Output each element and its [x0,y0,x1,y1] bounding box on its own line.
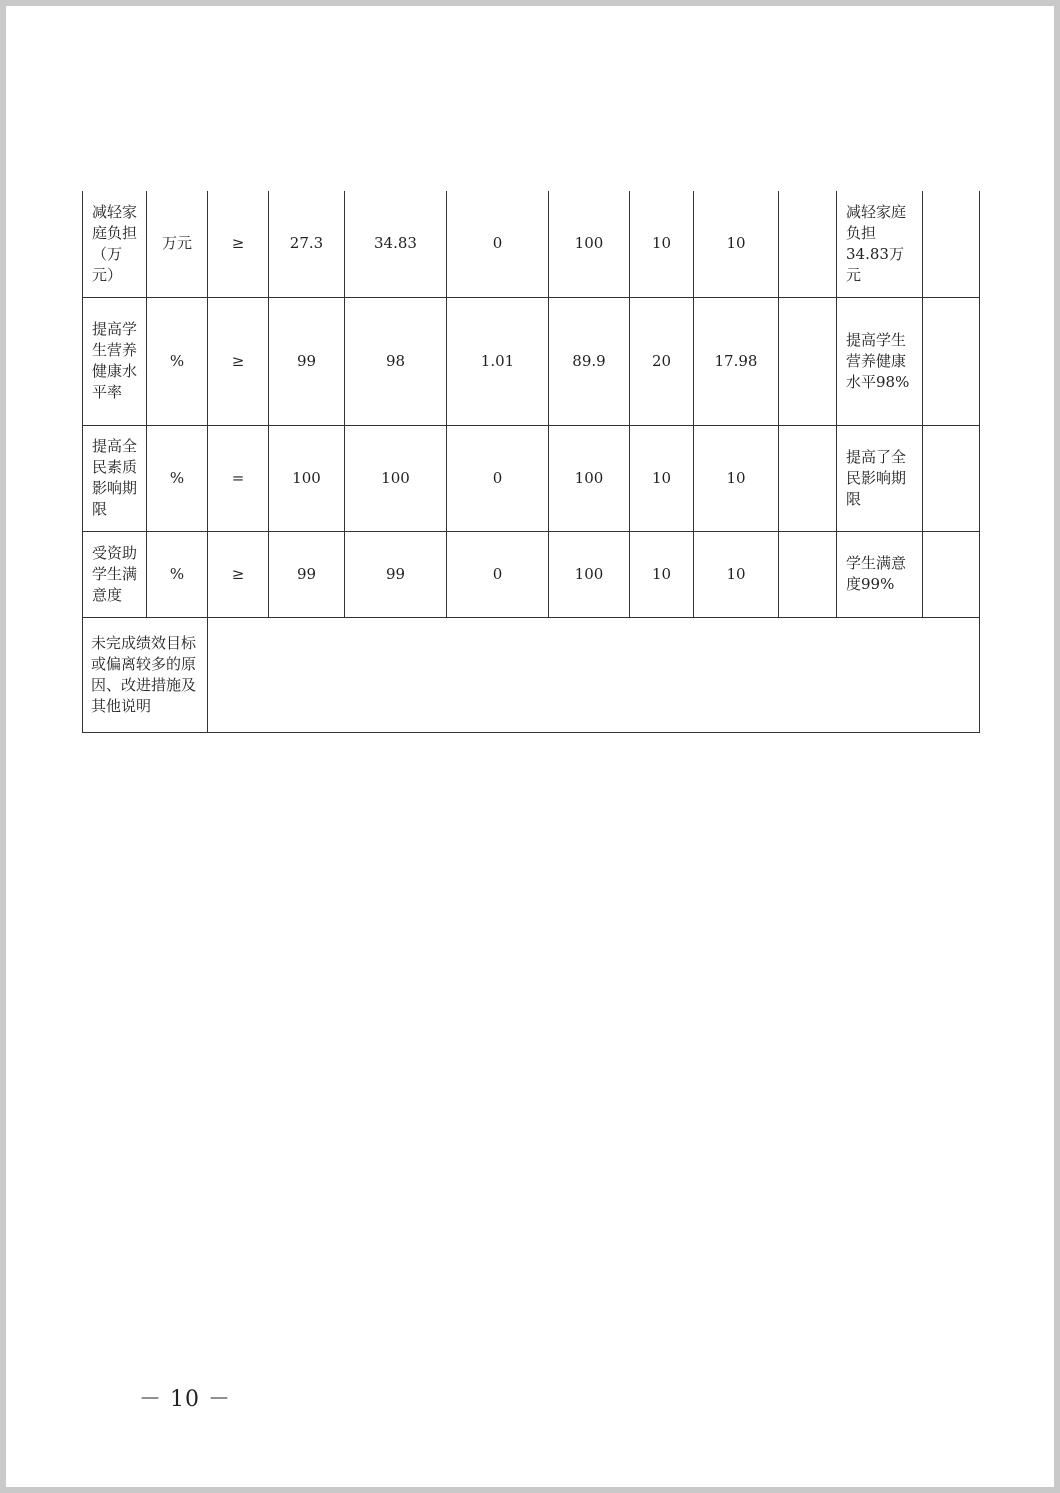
deviation-cell: 1.01 [447,297,549,425]
indicator-cell: 受资助学生满意度 [83,531,147,617]
actual-value-cell: 34.83 [345,191,447,297]
unit-cell: % [147,297,208,425]
operator-cell: ≥ [208,297,269,425]
operator-cell: = [208,425,269,531]
weight-cell: 10 [630,425,694,531]
document-page [6,6,1054,1487]
performance-table [82,191,980,733]
extra-cell [923,531,980,617]
empty-cell [779,191,837,297]
target-value-cell: 99 [269,297,345,425]
completion-rate-cell: 100 [549,531,630,617]
completion-rate-cell: 100 [549,191,630,297]
extra-cell [923,297,980,425]
unit-cell: % [147,531,208,617]
deviation-cell: 0 [447,531,549,617]
completion-rate-cell: 89.9 [549,297,630,425]
empty-cell [779,425,837,531]
target-value-cell: 27.3 [269,191,345,297]
operator-cell: ≥ [208,531,269,617]
note-cell: 提高学生营养健康水平98% [837,297,923,425]
explanation-label: 未完成绩效目标或偏离较多的原因、改进措施及其他说明 [83,617,208,732]
weight-cell: 10 [630,191,694,297]
table-row [83,425,980,531]
extra-cell [923,191,980,297]
unit-cell: % [147,425,208,531]
score-cell: 10 [694,191,779,297]
weight-cell: 10 [630,531,694,617]
weight-cell: 20 [630,297,694,425]
deviation-cell: 0 [447,425,549,531]
explanation-row [83,617,980,732]
indicator-cell: 减轻家庭负担（万元） [83,191,147,297]
completion-rate-cell: 100 [549,425,630,531]
score-cell: 17.98 [694,297,779,425]
actual-value-cell: 100 [345,425,447,531]
empty-cell [779,297,837,425]
note-cell: 减轻家庭负担34.83万元 [837,191,923,297]
actual-value-cell: 98 [345,297,447,425]
extra-cell [923,425,980,531]
explanation-value [208,617,980,732]
note-cell: 提高了全民影响期限 [837,425,923,531]
deviation-cell: 0 [447,191,549,297]
empty-cell [779,531,837,617]
score-cell: 10 [694,531,779,617]
indicator-cell: 提高全民素质影响期限 [83,425,147,531]
table-row [83,191,980,297]
target-value-cell: 99 [269,531,345,617]
table-row [83,297,980,425]
operator-cell: ≥ [208,191,269,297]
actual-value-cell: 99 [345,531,447,617]
note-cell: 学生满意度99% [837,531,923,617]
unit-cell: 万元 [147,191,208,297]
page-number: － 10 － [139,1387,231,1412]
score-cell: 10 [694,425,779,531]
table-row [83,531,980,617]
indicator-cell: 提高学生营养健康水平率 [83,297,147,425]
target-value-cell: 100 [269,425,345,531]
